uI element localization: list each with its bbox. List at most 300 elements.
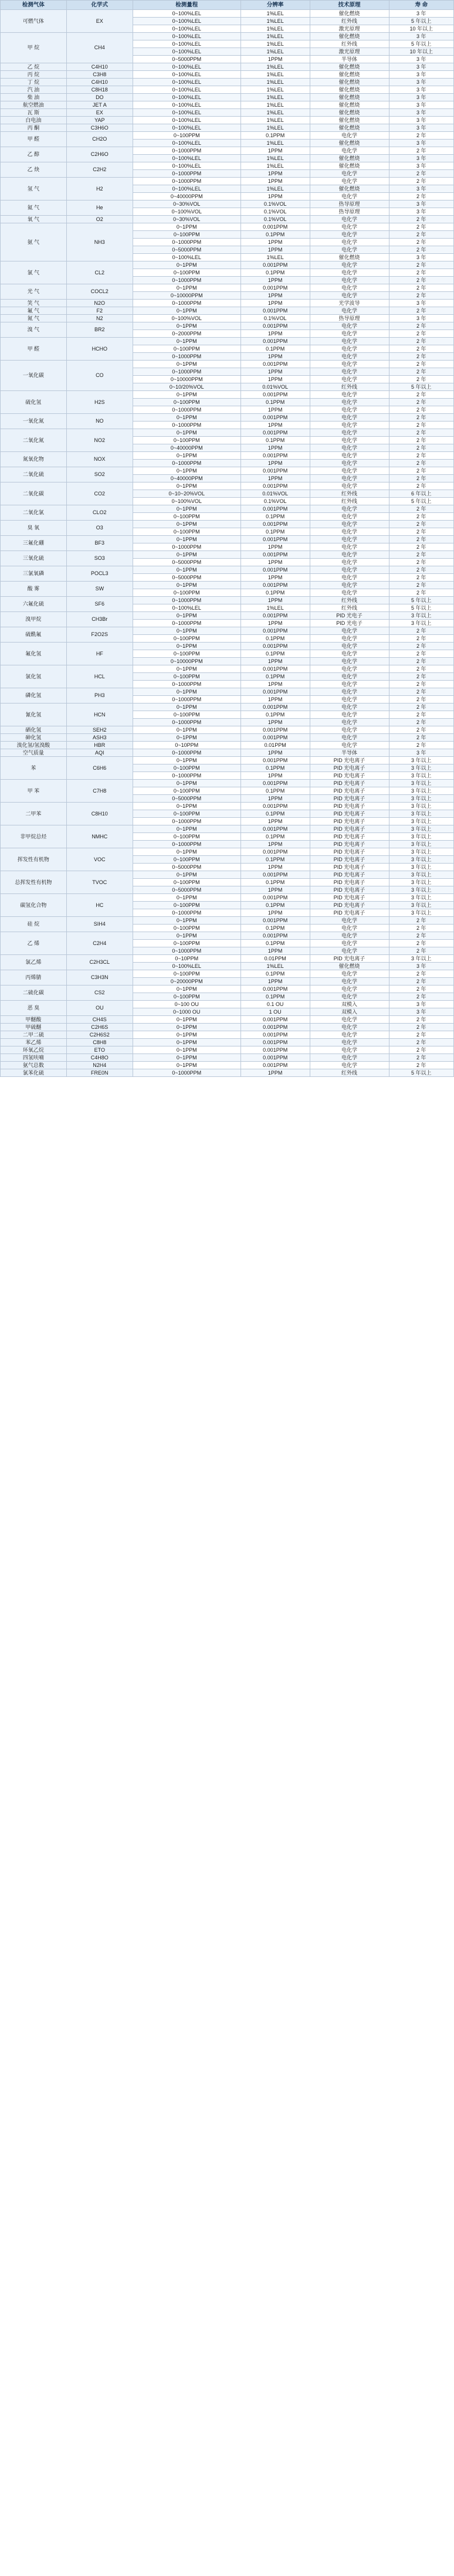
gas-formula-cell: EX <box>66 10 133 33</box>
range-cell: 0~1PPM <box>133 726 240 734</box>
gas-formula-cell: HCHO <box>66 338 133 361</box>
range-cell: 0~1PPM <box>133 825 240 833</box>
resolution-cell: 0.001PPM <box>240 726 310 734</box>
technology-cell: 光学波导 <box>310 300 389 307</box>
technology-cell: 催化燃烧 <box>310 140 389 147</box>
range-cell: 0~100PPM <box>133 650 240 658</box>
technology-cell: 催化燃烧 <box>310 185 389 193</box>
col-header-technology: 技术原理 <box>310 1 389 10</box>
table-row <box>1 612 454 620</box>
resolution-cell: 0.001PPM <box>240 627 310 635</box>
resolution-cell: 0.1PPM <box>240 810 310 818</box>
range-cell: 0~1000PPM <box>133 422 240 429</box>
resolution-cell: 1PPM <box>240 300 310 307</box>
life-cell: 10 年以上 <box>389 48 453 56</box>
technology-cell: 电化学 <box>310 1054 389 1062</box>
table-row <box>1 338 454 345</box>
technology-cell: 电化学 <box>310 269 389 277</box>
gas-formula-cell: C3H6O <box>66 124 133 132</box>
table-row <box>1 117 454 124</box>
resolution-cell: 1PPM <box>240 620 310 627</box>
resolution-cell: 1 OU <box>240 1008 310 1016</box>
table-row <box>1 10 454 18</box>
technology-cell: 热导原理 <box>310 200 389 208</box>
technology-cell: PID 光电离子 <box>310 848 389 856</box>
table-row <box>1 985 454 993</box>
gas-name-cell: 二氧化碳 <box>1 482 67 505</box>
life-cell: 2 年 <box>389 482 453 490</box>
range-cell: 0~1000PPM <box>133 620 240 627</box>
gas-name-cell: 环氧乙烷 <box>1 1046 67 1054</box>
resolution-cell: 0.1 OU <box>240 1001 310 1008</box>
table-row <box>1 1069 454 1077</box>
table-row <box>1 261 454 269</box>
gas-formula-cell: C2H6S <box>66 1024 133 1031</box>
table-row <box>1 627 454 635</box>
life-cell: 2 年 <box>389 399 453 406</box>
range-cell: 0~5000PPM <box>133 864 240 871</box>
gas-name-cell: 氮 气 <box>1 315 67 322</box>
gas-formula-cell: CH3Br <box>66 612 133 627</box>
gas-formula-cell: ETO <box>66 1046 133 1054</box>
range-cell: 0~100%LEL <box>133 254 240 261</box>
life-cell: 2 年 <box>389 284 453 292</box>
range-cell: 0~1PPM <box>133 223 240 231</box>
life-cell: 2 年 <box>389 345 453 353</box>
life-cell: 2 年 <box>389 147 453 155</box>
life-cell: 2 年 <box>389 925 453 932</box>
table-row <box>1 71 454 79</box>
table-row <box>1 429 454 437</box>
resolution-cell: 0.001PPM <box>240 1039 310 1046</box>
life-cell: 2 年 <box>389 1031 453 1039</box>
range-cell: 0~1PPM <box>133 665 240 673</box>
technology-cell: PID 光电离子 <box>310 856 389 864</box>
range-cell: 0~10~20%VOL <box>133 490 240 498</box>
resolution-cell: 0.1PPM <box>240 993 310 1001</box>
life-cell: 3 年 <box>389 1008 453 1016</box>
range-cell: 0~1PPM <box>133 261 240 269</box>
gas-formula-cell: CS2 <box>66 985 133 1001</box>
gas-formula-cell: HC <box>66 894 133 917</box>
life-cell: 2 年 <box>389 627 453 635</box>
resolution-cell: 1PPM <box>240 978 310 985</box>
gas-formula-cell: SIH4 <box>66 917 133 932</box>
life-cell: 3 年以上 <box>389 856 453 864</box>
resolution-cell: 0.001PPM <box>240 803 310 810</box>
range-cell: 0~1000PPM <box>133 597 240 604</box>
life-cell: 2 年 <box>389 650 453 658</box>
gas-formula-cell: NH3 <box>66 223 133 261</box>
range-cell: 0~100PPM <box>133 345 240 353</box>
range-cell: 0~1PPM <box>133 627 240 635</box>
range-cell: 0~100PPM <box>133 925 240 932</box>
table-row <box>1 322 454 330</box>
range-cell: 0~1PPM <box>133 1024 240 1031</box>
gas-name-cell: 二氧化硫 <box>1 467 67 482</box>
life-cell: 2 年 <box>389 1046 453 1054</box>
resolution-cell: 1%LEL <box>240 63 310 71</box>
range-cell: 0~1PPM <box>133 643 240 650</box>
life-cell: 2 年 <box>389 543 453 551</box>
range-cell: 0~30%VOL <box>133 200 240 208</box>
technology-cell: 电化学 <box>310 551 389 559</box>
range-cell: 0~1000PPM <box>133 300 240 307</box>
life-cell: 3 年 <box>389 749 453 757</box>
technology-cell: 红外线 <box>310 383 389 391</box>
gas-formula-cell: C6H6 <box>66 757 133 780</box>
gas-name-cell: 乙 醇 <box>1 147 67 162</box>
technology-cell: 电化学 <box>310 1031 389 1039</box>
gas-name-cell: 笑 气 <box>1 300 67 307</box>
resolution-cell: 0.01PPM <box>240 742 310 749</box>
range-cell: 0~20000PPM <box>133 978 240 985</box>
table-row <box>1 742 454 749</box>
life-cell: 3 年 <box>389 71 453 79</box>
gas-formula-cell: POCL3 <box>66 566 133 582</box>
table-row <box>1 665 454 673</box>
range-cell: 0~100%LEL <box>133 963 240 970</box>
gas-name-cell: 苯乙烯 <box>1 1039 67 1046</box>
resolution-cell: 0.1%VOL <box>240 315 310 322</box>
range-cell: 0~5000PPM <box>133 795 240 803</box>
table-row <box>1 414 454 422</box>
resolution-cell: 0.1PPM <box>240 269 310 277</box>
gas-name-cell: 氢 气 <box>1 178 67 200</box>
life-cell: 2 年 <box>389 574 453 582</box>
range-cell: 0~1PPM <box>133 1016 240 1024</box>
gas-name-cell: 非甲烷总烃 <box>1 825 67 848</box>
resolution-cell: 0.1PPM <box>240 399 310 406</box>
table-row <box>1 101 454 109</box>
life-cell: 3 年以上 <box>389 871 453 879</box>
gas-formula-cell: C8H8 <box>66 1039 133 1046</box>
gas-formula-cell: CL2 <box>66 261 133 284</box>
life-cell: 3 年 <box>389 56 453 63</box>
gas-formula-cell: N2H4 <box>66 1062 133 1069</box>
technology-cell: 红外线 <box>310 40 389 48</box>
gas-formula-cell: O3 <box>66 521 133 536</box>
range-cell: 0~100PPM <box>133 810 240 818</box>
technology-cell: 电化学 <box>310 734 389 742</box>
table-row <box>1 726 454 734</box>
gas-formula-cell: SF6 <box>66 597 133 612</box>
life-cell: 5 年以上 <box>389 597 453 604</box>
life-cell: 2 年 <box>389 940 453 947</box>
technology-cell: 电化学 <box>310 566 389 574</box>
life-cell: 2 年 <box>389 1016 453 1024</box>
life-cell: 3 年以上 <box>389 810 453 818</box>
range-cell: 0~1PPM <box>133 1054 240 1062</box>
life-cell: 2 年 <box>389 551 453 559</box>
resolution-cell: 0.001PPM <box>240 582 310 589</box>
life-cell: 3 年 <box>389 117 453 124</box>
gas-name-cell: 硫酰氟 <box>1 627 67 643</box>
technology-cell: 电化学 <box>310 1062 389 1069</box>
resolution-cell: 0.1PPM <box>240 673 310 681</box>
resolution-cell: 0.1PPM <box>240 345 310 353</box>
resolution-cell: 1%LEL <box>240 71 310 79</box>
life-cell: 3 年 <box>389 109 453 117</box>
resolution-cell: 0.1PPM <box>240 940 310 947</box>
table-row <box>1 932 454 940</box>
range-cell: 0~5000PPM <box>133 886 240 894</box>
technology-cell: 电化学 <box>310 376 389 383</box>
technology-cell: PID 光电离子 <box>310 772 389 780</box>
table-row <box>1 582 454 589</box>
gas-name-cell: 氯乙烯 <box>1 955 67 970</box>
technology-cell: 电化学 <box>310 940 389 947</box>
resolution-cell: 0.001PPM <box>240 505 310 513</box>
life-cell: 2 年 <box>389 444 453 452</box>
gas-formula-cell: C2H2 <box>66 162 133 178</box>
gas-formula-cell: F2 <box>66 307 133 315</box>
technology-cell: 催化燃烧 <box>310 63 389 71</box>
technology-cell: 电化学 <box>310 475 389 482</box>
life-cell: 3 年 <box>389 254 453 261</box>
resolution-cell: 0.1%VOL <box>240 498 310 505</box>
range-cell: 0~100%LEL <box>133 79 240 86</box>
technology-cell: 电化学 <box>310 635 389 643</box>
gas-spec-table <box>0 0 454 1077</box>
gas-name-cell: 氟化氢 <box>1 643 67 665</box>
gas-name-cell: 三氧化硫 <box>1 551 67 566</box>
resolution-cell: 1%LEL <box>240 48 310 56</box>
technology-cell: 催化燃烧 <box>310 33 389 40</box>
resolution-cell: 1PPM <box>240 947 310 955</box>
range-cell: 0~1000PPM <box>133 749 240 757</box>
technology-cell: 电化学 <box>310 391 389 399</box>
resolution-cell: 0.001PPM <box>240 1031 310 1039</box>
table-row <box>1 33 454 40</box>
range-cell: 0~1PPM <box>133 871 240 879</box>
range-cell: 0~10000PPM <box>133 376 240 383</box>
range-cell: 0~1000PPM <box>133 909 240 917</box>
technology-cell: 电化学 <box>310 505 389 513</box>
table-row <box>1 147 454 155</box>
range-cell: 0~1PPM <box>133 704 240 711</box>
resolution-cell: 1%LEL <box>240 162 310 170</box>
range-cell: 0~1PPM <box>133 1062 240 1069</box>
life-cell: 3 年 <box>389 963 453 970</box>
life-cell: 2 年 <box>389 742 453 749</box>
resolution-cell: 1%LEL <box>240 18 310 25</box>
resolution-cell: 0.1PPM <box>240 764 310 772</box>
technology-cell: 电化学 <box>310 925 389 932</box>
range-cell: 0~1000PPM <box>133 368 240 376</box>
life-cell: 3 年 <box>389 162 453 170</box>
life-cell: 2 年 <box>389 734 453 742</box>
range-cell: 0~1PPM <box>133 414 240 422</box>
resolution-cell: 0.001PPM <box>240 429 310 437</box>
resolution-cell: 0.001PPM <box>240 223 310 231</box>
technology-cell: 催化燃烧 <box>310 94 389 101</box>
resolution-cell: 1PPM <box>240 147 310 155</box>
technology-cell: 电化学 <box>310 1024 389 1031</box>
table-row <box>1 1046 454 1054</box>
gas-formula-cell: CH2O <box>66 132 133 147</box>
life-cell: 2 年 <box>389 528 453 536</box>
range-cell: 0~100PPM <box>133 635 240 643</box>
range-cell: 0~1PPM <box>133 338 240 345</box>
resolution-cell: 0.001PPM <box>240 985 310 993</box>
life-cell: 2 年 <box>389 932 453 940</box>
resolution-cell: 0.1PPM <box>240 711 310 719</box>
resolution-cell: 0.001PPM <box>240 261 310 269</box>
technology-cell: PID 光电离子 <box>310 795 389 803</box>
life-cell: 3 年以上 <box>389 879 453 886</box>
technology-cell: 电化学 <box>310 673 389 681</box>
life-cell: 2 年 <box>389 970 453 978</box>
range-cell: 0~1000PPM <box>133 947 240 955</box>
resolution-cell: 1%LEL <box>240 254 310 261</box>
gas-name-cell: 光 气 <box>1 284 67 300</box>
life-cell: 2 年 <box>389 361 453 368</box>
range-cell: 0~100%VOL <box>133 498 240 505</box>
table-row <box>1 871 454 879</box>
resolution-cell: 0.001PPM <box>240 825 310 833</box>
gas-name-cell: 硒化氢 <box>1 726 67 734</box>
gas-name-cell: 挥发性有机物 <box>1 848 67 871</box>
technology-cell: 电化学 <box>310 338 389 345</box>
resolution-cell: 0.001PPM <box>240 566 310 574</box>
life-cell: 2 年 <box>389 985 453 993</box>
life-cell: 5 年以上 <box>389 1069 453 1077</box>
resolution-cell: 1PPM <box>240 239 310 246</box>
range-cell: 0~1000PPM <box>133 543 240 551</box>
technology-cell: 电化学 <box>310 688 389 696</box>
technology-cell: PID 光电离子 <box>310 909 389 917</box>
range-cell: 0~1000PPM <box>133 239 240 246</box>
range-cell: 0~1PPM <box>133 536 240 543</box>
technology-cell: 电化学 <box>310 246 389 254</box>
range-cell: 0~1PPM <box>133 1046 240 1054</box>
resolution-cell: 0.001PPM <box>240 917 310 925</box>
resolution-cell: 1PPM <box>240 475 310 482</box>
range-cell: 0~1PPM <box>133 932 240 940</box>
gas-name-cell: 甲 醛 <box>1 338 67 361</box>
life-cell: 2 年 <box>389 1062 453 1069</box>
life-cell: 2 年 <box>389 726 453 734</box>
gas-formula-cell: VOC <box>66 848 133 871</box>
gas-name-cell: 四氢呋喃 <box>1 1054 67 1062</box>
range-cell: 0~100%LEL <box>133 94 240 101</box>
life-cell: 3 年 <box>389 300 453 307</box>
gas-name-cell: 甲 烷 <box>1 33 67 63</box>
life-cell: 3 年以上 <box>389 757 453 764</box>
life-cell: 2 年 <box>389 239 453 246</box>
resolution-cell: 1PPM <box>240 597 310 604</box>
resolution-cell: 1PPM <box>240 543 310 551</box>
life-cell: 2 年 <box>389 559 453 566</box>
table-row <box>1 94 454 101</box>
gas-formula-cell: C8H18 <box>66 86 133 94</box>
life-cell: 3 年 <box>389 63 453 71</box>
life-cell: 2 年 <box>389 460 453 467</box>
gas-name-cell: 航空燃油 <box>1 101 67 109</box>
col-header-gas: 检测气体 <box>1 1 67 10</box>
range-cell: 0~100PPM <box>133 231 240 239</box>
range-cell: 0~100PPM <box>133 787 240 795</box>
range-cell: 0~1000PPM <box>133 147 240 155</box>
technology-cell: 催化燃烧 <box>310 109 389 117</box>
gas-formula-cell: HCL <box>66 665 133 688</box>
resolution-cell: 0.1PPM <box>240 856 310 864</box>
gas-formula-cell: BF3 <box>66 536 133 551</box>
life-cell: 2 年 <box>389 993 453 1001</box>
gas-name-cell: 氯苯化硫 <box>1 1069 67 1077</box>
range-cell: 0~100PPM <box>133 513 240 521</box>
life-cell: 2 年 <box>389 688 453 696</box>
life-cell: 3 年 <box>389 140 453 147</box>
resolution-cell: 1%LEL <box>240 185 310 193</box>
gas-name-cell: 空气质量 <box>1 749 67 757</box>
gas-name-cell: 硫化氢 <box>1 391 67 414</box>
life-cell: 3 年以上 <box>389 818 453 825</box>
resolution-cell: 0.1PPM <box>240 970 310 978</box>
resolution-cell: 1%LEL <box>240 124 310 132</box>
resolution-cell: 1PPM <box>240 460 310 467</box>
gas-formula-cell: C2H6O <box>66 147 133 162</box>
life-cell: 2 年 <box>389 1024 453 1031</box>
resolution-cell: 0.01%VOL <box>240 490 310 498</box>
life-cell: 2 年 <box>389 292 453 300</box>
resolution-cell: 1%LEL <box>240 33 310 40</box>
gas-name-cell: 甲 苯 <box>1 780 67 803</box>
technology-cell: 电化学 <box>310 193 389 200</box>
technology-cell: 电化学 <box>310 147 389 155</box>
life-cell: 6 年以上 <box>389 490 453 498</box>
resolution-cell: 0.1PPM <box>240 589 310 597</box>
gas-name-cell: 柴 油 <box>1 94 67 101</box>
gas-formula-cell: N2 <box>66 315 133 322</box>
range-cell: 0~40000PPM <box>133 193 240 200</box>
technology-cell: 双模入 <box>310 1008 389 1016</box>
technology-cell: 电化学 <box>310 132 389 140</box>
technology-cell: 电化学 <box>310 582 389 589</box>
gas-name-cell: 恶 臭 <box>1 1001 67 1016</box>
resolution-cell: 1%LEL <box>240 117 310 124</box>
life-cell: 10 年以上 <box>389 25 453 33</box>
resolution-cell: 1PPM <box>240 719 310 726</box>
range-cell: 0~1000PPM <box>133 1069 240 1077</box>
technology-cell: PID 光电离子 <box>310 955 389 963</box>
gas-formula-cell: CH4 <box>66 33 133 63</box>
gas-name-cell: 氨气总数 <box>1 1062 67 1069</box>
range-cell: 0~5000PPM <box>133 246 240 254</box>
gas-name-cell: 乙 炔 <box>1 162 67 178</box>
technology-cell: 电化学 <box>310 704 389 711</box>
technology-cell: PID 光电离子 <box>310 841 389 848</box>
range-cell: 0~100PPM <box>133 879 240 886</box>
range-cell: 0~100 OU <box>133 1001 240 1008</box>
gas-formula-cell: DO <box>66 94 133 101</box>
life-cell: 3 年 <box>389 124 453 132</box>
table-row <box>1 315 454 322</box>
technology-cell: 电化学 <box>310 719 389 726</box>
gas-formula-cell: NOX <box>66 452 133 467</box>
life-cell: 3 年 <box>389 185 453 193</box>
range-cell: 0~100%LEL <box>133 10 240 18</box>
life-cell: 5 年以上 <box>389 498 453 505</box>
life-cell: 2 年 <box>389 246 453 254</box>
technology-cell: 催化燃烧 <box>310 124 389 132</box>
table-row <box>1 124 454 132</box>
range-cell: 0~1000PPM <box>133 818 240 825</box>
range-cell: 0~1PPM <box>133 429 240 437</box>
resolution-cell: 0.001PPM <box>240 848 310 856</box>
table-header <box>1 1 454 10</box>
